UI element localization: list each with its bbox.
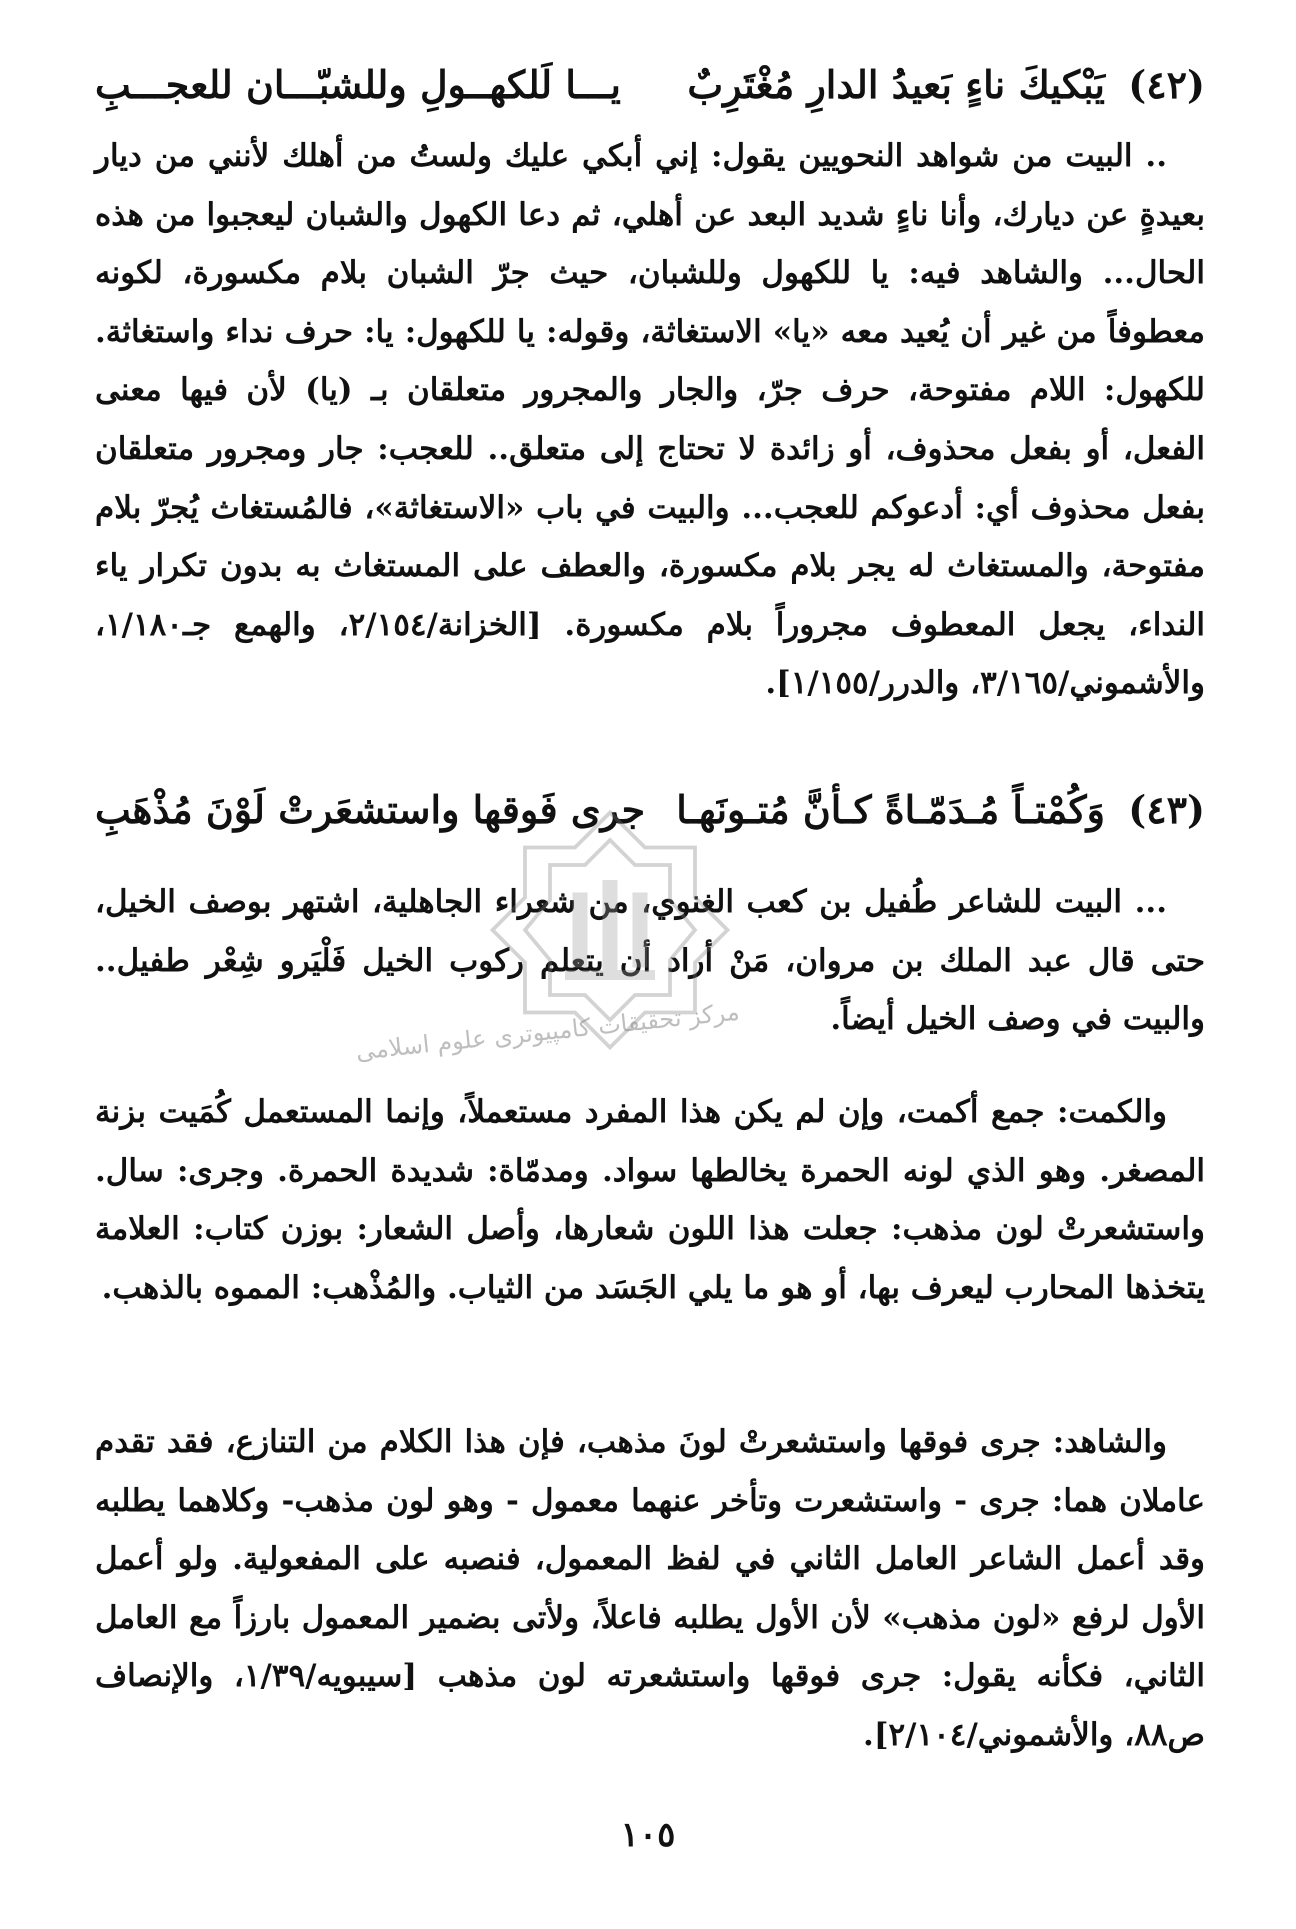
commentary-paragraph: .. البيت من شواهد النحويين يقول: إني أبكي عليك ولستُ من أهلك لأنني من ديار بعيدةٍ عن ديارك، وأنا ناءٍ شديد البعد عن أهلي، ثم دعا الكهول والشبان ليعجبوا من هذه الحال... والشاهد فيه: يا للكهول وللشبان، حيث جرّ الشبان بلام مكسورة، لكونه معطوفاً من غير أن يُعيد معه «يا» الاستغاثة، وقوله: يا للكهول: يا: حرف نداء واستغاثة. للكهول: اللام مفتوحة، حرف جرّ، والجار والمجرور متعلقان بـ (يا) لأن فيها معنى الفعل، أو بفعل محذوف، أو زائدة لا تحتاج إلى متعلق.. للعجب: جار ومجرور متعلقان بفعل محذوف أي: أدعوكم للعجب... والبيت في باب «الاستغاثة»، فالمُستغاث يُجرّ بلام مفتوحة، والمستغاث له يجر بلام مكسورة، والعطف على المستغاث به بدون تكرار ياء النداء، يجعل المعطوف مجروراً بلام مكسورة. [الخزانة/٢/١٥٤، والهمع جـ١/١٨٠، والأشموني/٣/١٦٥، والدرر/١/١٥٥]. [95, 138, 1206, 702]
commentary-verse-43-evidence [95, 1413, 1205, 1765]
page-number: ١٠٥ [620, 1815, 676, 1855]
verse-first-hemistich: يَبْكيكَ ناءٍ بَعيدُ الدارِ مُغْتَرِبٌ [687, 62, 1105, 107]
verse-number: (٤٢) [1128, 62, 1205, 107]
verse-second-hemistich: جرى فَوقها واستشعَرتْ لَوْنَ مُذْهَبِ [95, 787, 646, 832]
watermark-caption: مرکز تحقیقات کامپیوتری علوم اسلامی [354, 997, 741, 1066]
verse-first-hemistich: وَكُمْتـاً مُـدَمّـاةً كـأنَّ مُتـونَهـا [676, 787, 1105, 832]
commentary-paragraph: والكمت: جمع أكمت، وإن لم يكن هذا المفرد مستعملاً، وإنما المستعمل كُمَيت بزنة المصغر. وهو الذي لونه الحمرة يخالطها سواد. ومدمّاة: شديدة الحمرة. وجرى: سال. واستشعرتْ لون مذهب: جعلت هذا اللون شعارها، وأصل الشعار: بوزن كتاب: العلامة يتخذها المحارب ليعرف بها، أو هو ما يلي الجَسَد من الثياب. والمُذْهب: المموه بالذهب. [95, 1094, 1205, 1306]
verse-second-hemistich: يـــا لَلكهــولِ وللشبّـــان للعجـــبِ [95, 62, 621, 107]
verse-number: (٤٣) [1128, 787, 1205, 832]
verse-42 [95, 55, 1205, 115]
commentary-paragraph: والشاهد: جرى فوقها واستشعرتْ لونَ مذهب، فإن هذا الكلام من التنازع، فقد تقدم عاملان هما: جرى - واستشعرت وتأخر عنهما معمول - وهو لون مذهب- وكلاهما يطلبه وقد أعمل الشاعر العامل الثاني في لفظ المعمول، فنصبه على المفعولية. ولو أعمل الأول لرفع «لون مذهب» لأن الأول يطلبه فاعلاً، ولأتى بضمير المعمول بارزاً مع العامل الثاني، فكأنه يقول: جرى فوقها واستشعرته لون مذهب [سيبويه/١/٣٩، والإنصاف ص٨٨، والأشموني/٢/١٠٤]. [95, 1424, 1205, 1753]
commentary-paragraph: ... البيت للشاعر طُفيل بن كعب الغنوي، من شعراء الجاهلية، اشتهر بوصف الخيل، حتى قال عبد الملك بن مروان، مَنْ أراد أن يتعلم ركوب الخيل فَلْيَرو شِعْر طفيل.. والبيت في وصف الخيل أيضاً. [95, 884, 1205, 1038]
commentary-verse-42 [95, 127, 1205, 713]
commentary-verse-43-vocabulary [95, 1083, 1205, 1317]
